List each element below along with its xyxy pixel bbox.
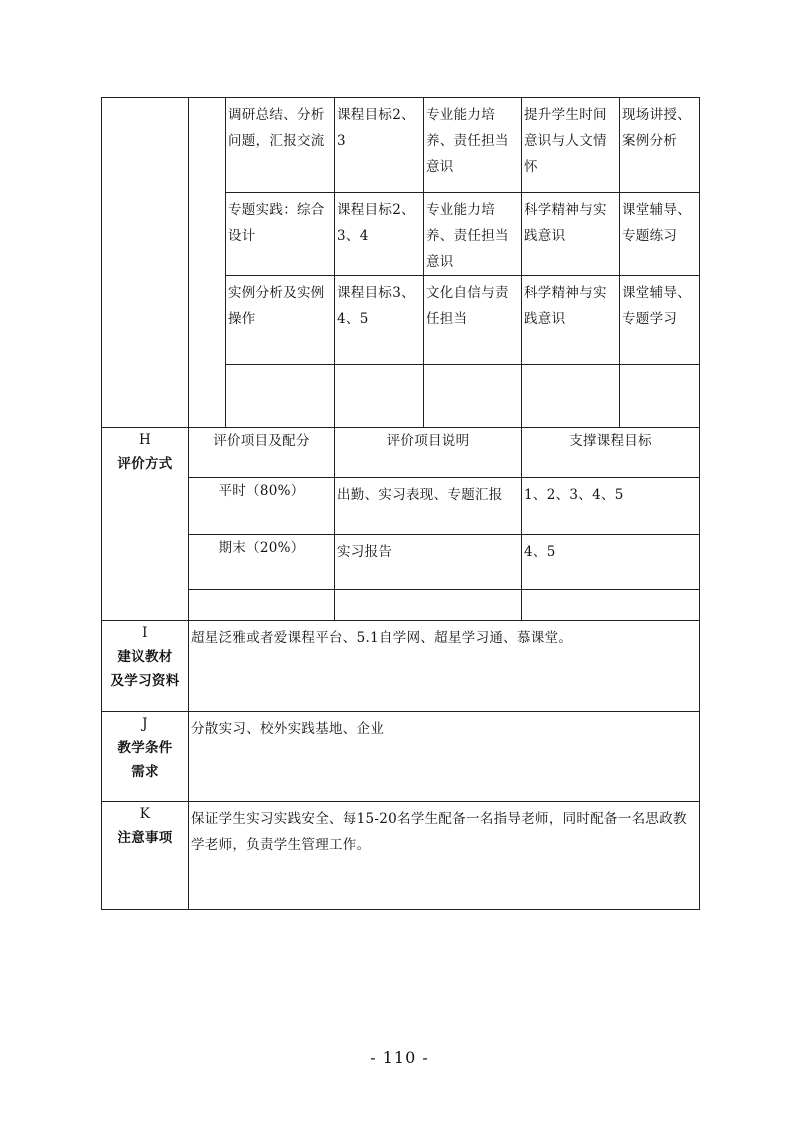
materials-label xyxy=(102,621,189,712)
activity-ability: 文化自信与责任担当 xyxy=(424,276,522,365)
activity-content: 调研总结、分析问题，汇报交流 xyxy=(226,98,335,193)
evaluation-desc: 实习报告 xyxy=(335,535,522,590)
evaluation-header-row xyxy=(102,428,700,478)
evaluation-label xyxy=(102,428,189,621)
activity-goal: 课程目标3、4、5 xyxy=(335,276,424,365)
table-row xyxy=(102,98,700,193)
materials-text: 超星泛雅或者爱课程平台、5.1自学网、超星学习通、慕课堂。 xyxy=(189,621,700,712)
section-title: 建议教材 xyxy=(117,649,173,665)
course-table xyxy=(101,97,700,910)
evaluation-item: 平时（80%） xyxy=(189,478,335,535)
evaluation-row xyxy=(102,478,700,535)
evaluation-header-item: 评价项目及配分 xyxy=(189,428,335,478)
evaluation-header-desc: 评价项目说明 xyxy=(335,428,522,478)
activity-ideology: 科学精神与实践意识 xyxy=(522,193,620,276)
notes-row xyxy=(102,802,700,910)
activity-content: 专题实践：综合设计 xyxy=(226,193,335,276)
notes-label xyxy=(102,802,189,910)
section-title: 评价方式 xyxy=(117,456,173,472)
section-letter: K xyxy=(139,806,151,822)
evaluation-goals: 4、5 xyxy=(522,535,700,590)
section-letter: H xyxy=(138,432,152,448)
section-title: 教学条件 xyxy=(117,740,173,756)
sub-column-empty xyxy=(189,98,226,428)
section-label-empty xyxy=(102,98,189,428)
activity-goal: 课程目标2、3 xyxy=(335,98,424,193)
section-title: 注意事项 xyxy=(117,830,173,846)
activity-content: 实例分析及实例操作 xyxy=(226,276,335,365)
conditions-label xyxy=(102,712,189,802)
evaluation-row xyxy=(102,535,700,590)
section-title: 需求 xyxy=(131,764,159,780)
activity-goal: 课程目标2、3、4 xyxy=(335,193,424,276)
activity-ability: 专业能力培养、责任担当意识 xyxy=(424,193,522,276)
evaluation-row-empty xyxy=(102,590,700,621)
materials-row xyxy=(102,621,700,712)
section-letter: J xyxy=(142,716,148,732)
activity-ideology: 提升学生时间意识与人文情怀 xyxy=(522,98,620,193)
notes-text: 保证学生实习实践安全、每15-20名学生配备一名指导老师，同时配备一名思政教学老师，负责学生管理工作。 xyxy=(189,802,700,910)
activity-method: 课堂辅导、专题练习 xyxy=(620,193,700,276)
evaluation-item: 期末（20%） xyxy=(189,535,335,590)
evaluation-header-goals: 支撑课程目标 xyxy=(522,428,700,478)
page-number: - 110 - xyxy=(370,1048,429,1067)
conditions-text: 分散实习、校外实践基地、企业 xyxy=(189,712,700,802)
section-letter: I xyxy=(142,625,148,641)
evaluation-desc: 出勤、实习表现、专题汇报 xyxy=(335,478,522,535)
activity-ideology: 科学精神与实践意识 xyxy=(522,276,620,365)
activity-ability: 专业能力培养、责任担当意识 xyxy=(424,98,522,193)
activity-method: 课堂辅导、专题学习 xyxy=(620,276,700,365)
section-title: 及学习资料 xyxy=(110,673,180,689)
conditions-row xyxy=(102,712,700,802)
activity-method: 现场讲授、案例分析 xyxy=(620,98,700,193)
evaluation-goals: 1、2、3、4、5 xyxy=(522,478,700,535)
